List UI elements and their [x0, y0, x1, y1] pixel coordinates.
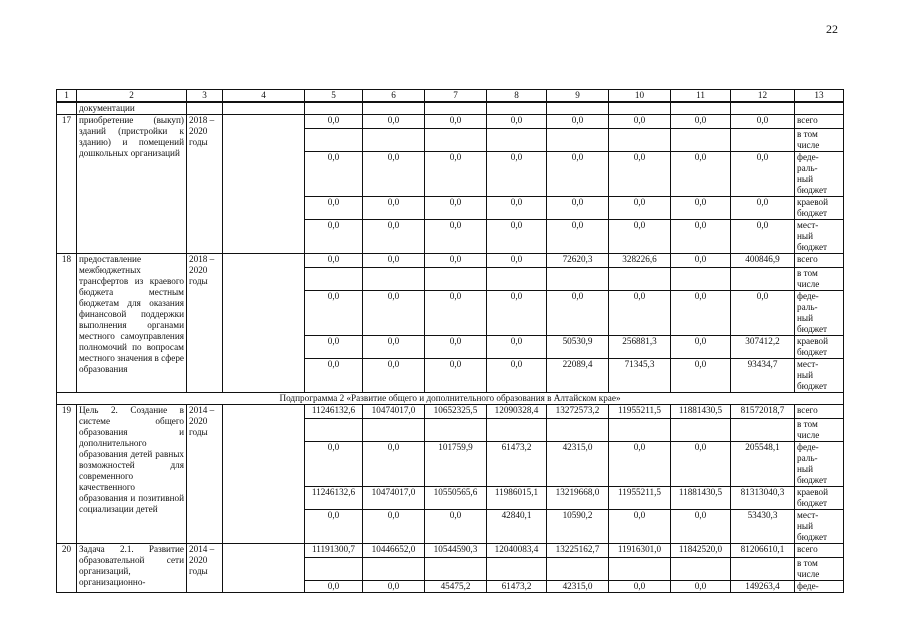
row-description: приобретение (выкуп) зданий (пристройки к зданию) и помещений дошкольных организаций [77, 115, 187, 254]
source-label: мест- ный бюджет [795, 220, 844, 254]
subprogram-title: Подпрограмма 2 «Развитие общего и дополнительного образования в Алтайском крае» [57, 393, 844, 405]
value-cell: 22089,4 [547, 359, 609, 393]
value-cell: 0,0 [671, 115, 731, 129]
value-cell: 0,0 [671, 152, 731, 197]
value-cell: 0,0 [305, 197, 363, 220]
value-cell: 256881,3 [609, 336, 671, 359]
value-cell: 10474017,0 [363, 405, 425, 419]
budget-table [56, 89, 844, 593]
page-number: 22 [826, 22, 838, 36]
row-period: 2014 – 2020 годы [187, 405, 223, 544]
value-cell: 0,0 [425, 336, 487, 359]
value-cell: 0,0 [671, 220, 731, 254]
value-cell: 0,0 [425, 152, 487, 197]
value-cell: 0,0 [609, 220, 671, 254]
value-cell: 42840,1 [487, 510, 547, 544]
continuation-text: документации [77, 102, 187, 115]
value-cell: 10652325,5 [425, 405, 487, 419]
source-label: феде- [795, 581, 844, 593]
source-label: в том числе [795, 558, 844, 581]
row-executor [223, 115, 305, 254]
value-cell: 0,0 [609, 510, 671, 544]
value-cell: 71345,3 [609, 359, 671, 393]
source-label: всего [795, 115, 844, 129]
value-cell: 53430,3 [731, 510, 795, 544]
value-cell: 10590,2 [547, 510, 609, 544]
value-cell: 0,0 [363, 152, 425, 197]
value-cell: 0,0 [363, 359, 425, 393]
value-cell: 11916301,0 [609, 544, 671, 558]
value-cell: 0,0 [487, 291, 547, 336]
source-label: всего [795, 544, 844, 558]
value-cell: 0,0 [305, 115, 363, 129]
col-header: 13 [795, 90, 844, 103]
subprogram-row [57, 393, 844, 405]
value-cell: 13225162,7 [547, 544, 609, 558]
source-label: феде- раль- ный бюджет [795, 152, 844, 197]
value-cell: 0,0 [425, 254, 487, 268]
value-cell: 81313040,3 [731, 487, 795, 510]
value-cell: 0,0 [671, 197, 731, 220]
value-cell: 10474017,0 [363, 487, 425, 510]
source-label: краевой бюджет [795, 487, 844, 510]
value-cell: 101759,9 [425, 442, 487, 487]
value-cell: 0,0 [487, 152, 547, 197]
value-cell: 0,0 [305, 359, 363, 393]
value-cell: 12090328,4 [487, 405, 547, 419]
value-cell: 11986015,1 [487, 487, 547, 510]
value-cell: 10446652,0 [363, 544, 425, 558]
value-cell: 10544590,3 [425, 544, 487, 558]
value-cell: 0,0 [609, 581, 671, 593]
value-cell: 72620,3 [547, 254, 609, 268]
value-cell: 0,0 [671, 442, 731, 487]
value-cell: 11955211,5 [609, 405, 671, 419]
col-header: 3 [187, 90, 223, 103]
col-header: 2 [77, 90, 187, 103]
value-cell: 0,0 [425, 359, 487, 393]
value-cell: 0,0 [547, 152, 609, 197]
table-row [57, 254, 844, 268]
table-row [57, 405, 844, 419]
value-cell: 0,0 [363, 220, 425, 254]
value-cell: 50530,9 [547, 336, 609, 359]
value-cell: 0,0 [487, 359, 547, 393]
value-cell: 0,0 [547, 197, 609, 220]
col-header: 9 [547, 90, 609, 103]
row-description: Цель 2. Создание в системе общего образования и дополнительного образования детей равных возможностей для современного качественного образования и позитивной социализации детей [77, 405, 187, 544]
value-cell: 0,0 [487, 115, 547, 129]
value-cell: 0,0 [305, 581, 363, 593]
value-cell: 61473,2 [487, 442, 547, 487]
row-executor [223, 544, 305, 593]
row-description: предоставление межбюджетных трансфертов из краевого бюджета местным бюджетам для оказания финансовой поддержки выполнения органами местного самоуправления полномочий по вопросам местного значения в сфере образования [77, 254, 187, 393]
value-cell: 0,0 [487, 254, 547, 268]
source-label: в том числе [795, 419, 844, 442]
value-cell: 81572018,7 [731, 405, 795, 419]
value-cell: 0,0 [305, 152, 363, 197]
source-label: феде- раль- ный бюджет [795, 442, 844, 487]
source-label: всего [795, 254, 844, 268]
value-cell: 328226,6 [609, 254, 671, 268]
value-cell: 93434,7 [731, 359, 795, 393]
row-period: 2014 – 2020 годы [187, 544, 223, 593]
value-cell: 0,0 [305, 510, 363, 544]
value-cell: 0,0 [671, 510, 731, 544]
value-cell: 0,0 [363, 442, 425, 487]
value-cell: 0,0 [425, 510, 487, 544]
value-cell: 205548,1 [731, 442, 795, 487]
row-period: 2018 – 2020 годы [187, 254, 223, 393]
col-header: 8 [487, 90, 547, 103]
col-header: 11 [671, 90, 731, 103]
value-cell: 0,0 [305, 442, 363, 487]
value-cell: 0,0 [671, 254, 731, 268]
col-header: 4 [223, 90, 305, 103]
value-cell: 0,0 [671, 336, 731, 359]
source-label: мест- ный бюджет [795, 510, 844, 544]
table-row [57, 115, 844, 129]
value-cell: 0,0 [363, 254, 425, 268]
source-label: краевой бюджет [795, 336, 844, 359]
value-cell: 0,0 [547, 291, 609, 336]
value-cell: 0,0 [425, 197, 487, 220]
value-cell: 0,0 [425, 291, 487, 336]
value-cell: 12040083,4 [487, 544, 547, 558]
value-cell: 0,0 [363, 336, 425, 359]
value-cell: 0,0 [731, 197, 795, 220]
value-cell: 0,0 [609, 197, 671, 220]
value-cell: 0,0 [609, 291, 671, 336]
col-header: 1 [57, 90, 77, 103]
value-cell: 81206610,1 [731, 544, 795, 558]
value-cell: 11842520,0 [671, 544, 731, 558]
value-cell: 0,0 [363, 510, 425, 544]
col-header: 6 [363, 90, 425, 103]
value-cell: 11246132,6 [305, 487, 363, 510]
source-label: феде- раль- ный бюджет [795, 291, 844, 336]
value-cell: 0,0 [609, 115, 671, 129]
source-label: в том числе [795, 129, 844, 152]
value-cell: 149263,4 [731, 581, 795, 593]
row-number: 20 [57, 544, 77, 593]
value-cell: 0,0 [547, 115, 609, 129]
value-cell: 400846,9 [731, 254, 795, 268]
value-cell: 42315,0 [547, 581, 609, 593]
col-header: 7 [425, 90, 487, 103]
value-cell: 11881430,5 [671, 405, 731, 419]
value-cell: 0,0 [671, 581, 731, 593]
value-cell: 0,0 [363, 581, 425, 593]
row-description: Задача 2.1. Развитие образовательной сети организаций, организационно- [77, 544, 187, 593]
value-cell: 0,0 [487, 336, 547, 359]
value-cell: 0,0 [305, 254, 363, 268]
source-label: краевой бюджет [795, 197, 844, 220]
value-cell: 0,0 [547, 220, 609, 254]
value-cell: 0,0 [363, 115, 425, 129]
value-cell: 11955211,5 [609, 487, 671, 510]
value-cell: 0,0 [363, 291, 425, 336]
value-cell: 10550565,6 [425, 487, 487, 510]
value-cell: 45475,2 [425, 581, 487, 593]
value-cell: 0,0 [731, 291, 795, 336]
value-cell: 0,0 [425, 115, 487, 129]
value-cell: 0,0 [731, 220, 795, 254]
value-cell: 61473,2 [487, 581, 547, 593]
row-number: 17 [57, 115, 77, 254]
value-cell: 0,0 [731, 115, 795, 129]
value-cell: 11191300,7 [305, 544, 363, 558]
row-period: 2018 – 2020 годы [187, 115, 223, 254]
value-cell: 0,0 [305, 336, 363, 359]
value-cell: 11246132,6 [305, 405, 363, 419]
row-number: 18 [57, 254, 77, 393]
value-cell: 0,0 [671, 359, 731, 393]
value-cell: 307412,2 [731, 336, 795, 359]
value-cell: 0,0 [731, 152, 795, 197]
col-header: 5 [305, 90, 363, 103]
col-header: 12 [731, 90, 795, 103]
row-executor [223, 405, 305, 544]
value-cell: 0,0 [425, 220, 487, 254]
value-cell: 0,0 [609, 152, 671, 197]
source-label: мест- ный бюджет [795, 359, 844, 393]
row-number: 19 [57, 405, 77, 544]
value-cell: 0,0 [487, 220, 547, 254]
source-label: в том числе [795, 268, 844, 291]
value-cell: 0,0 [305, 220, 363, 254]
table-row [57, 544, 844, 558]
value-cell: 11881430,5 [671, 487, 731, 510]
source-label: всего [795, 405, 844, 419]
row-executor [223, 254, 305, 393]
value-cell: 0,0 [609, 442, 671, 487]
continuation-row [57, 102, 844, 115]
value-cell: 0,0 [487, 197, 547, 220]
value-cell: 13219668,0 [547, 487, 609, 510]
value-cell: 42315,0 [547, 442, 609, 487]
value-cell: 13272573,2 [547, 405, 609, 419]
value-cell: 0,0 [305, 291, 363, 336]
col-header: 10 [609, 90, 671, 103]
value-cell: 0,0 [671, 291, 731, 336]
header-row [57, 90, 844, 103]
value-cell: 0,0 [363, 197, 425, 220]
